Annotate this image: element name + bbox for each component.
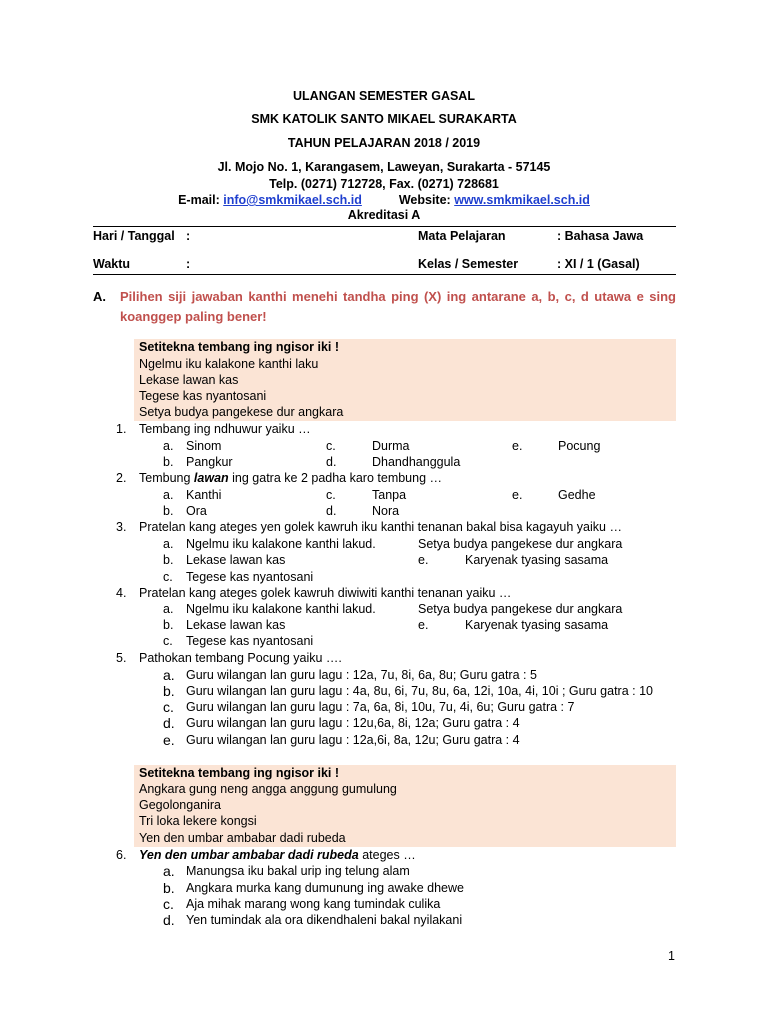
page-number: 1: [668, 949, 675, 963]
option-text[interactable]: Karyenak tyasing sasama: [465, 618, 609, 632]
poem-box-2-title: Setitekna tembang ing ngisor iki !: [139, 766, 340, 780]
question-text: [139, 471, 442, 485]
school-name: SMK KATOLIK SANTO MIKAEL SURAKARTA: [251, 112, 517, 126]
school-address: Jl. Mojo No. 1, Karangasem, Laweyan, Surakarta - 57145: [217, 160, 551, 174]
option-text[interactable]: Ngelmu iku kalakone kanthi lakud.: [186, 537, 376, 551]
option-text[interactable]: Guru wilangan lan guru lagu : 12a, 7u, 8i, 6a, 8u; Guru gatra : 5: [186, 668, 537, 682]
subject-label: Mata Pelajaran: [418, 229, 506, 243]
option-text[interactable]: Pocung: [558, 439, 601, 453]
option-text[interactable]: Guru wilangan lan guru lagu : 12a,6i, 8a, 12u; Guru gatra : 4: [186, 733, 520, 747]
question-text: Pratelan kang ateges yen golek kawruh iku kanthi tenanan bakal bisa kagayuh yaiku …: [139, 520, 622, 534]
email-link[interactable]: info@smkmikael.sch.id: [223, 193, 362, 207]
question-number: 5.: [116, 651, 127, 665]
poem-line: Tri loka lekere kongsi: [139, 814, 257, 828]
question-keyword: Yen den umbar ambabar dadi rubeda: [139, 848, 359, 862]
option-text[interactable]: Tanpa: [372, 488, 407, 502]
option-text[interactable]: Guru wilangan lan guru lagu : 7a, 6a, 8i, 10u, 7u, 4i, 6u; Guru gatra : 7: [186, 700, 575, 714]
option-text[interactable]: Ngelmu iku kalakone kanthi lakud.: [186, 602, 376, 616]
option-text[interactable]: Gedhe: [558, 488, 596, 502]
option-letter: b.: [163, 504, 174, 518]
option-text[interactable]: Tegese kas nyantosani: [186, 570, 314, 584]
option-letter: d.: [326, 504, 337, 518]
option-letter: a.: [163, 439, 174, 453]
option-text[interactable]: Dhandhanggula: [372, 455, 461, 469]
option-text[interactable]: Angkara murka kang dumunung ing awake dhewe: [186, 881, 464, 895]
option-text[interactable]: Yen tumindak ala ora dikendhaleni bakal nyilakani: [186, 913, 463, 927]
option-text[interactable]: Lekase lawan kas: [186, 553, 286, 567]
question-text-post: ateges …: [362, 848, 416, 862]
option-letter: d.: [163, 912, 175, 928]
question-number: 6.: [116, 848, 127, 862]
option-letter: a.: [163, 602, 174, 616]
date-colon: :: [186, 229, 191, 243]
question-text: Pathokan tembang Pocung yaiku ….: [139, 651, 342, 665]
question-text: Pratelan kang ateges golek kawruh diwiwiti kanthi tenanan yaiku …: [139, 586, 512, 600]
option-letter: e.: [418, 618, 429, 632]
option-text[interactable]: Nora: [372, 504, 400, 518]
contact-line: [0, 193, 768, 207]
option-letter: d.: [163, 715, 175, 731]
option-text[interactable]: Guru wilangan lan guru lagu : 4a, 8u, 6i, 7u, 8u, 6a, 12i, 10a, 4i, 10i ; Guru gatra : 10: [186, 684, 653, 698]
option-text[interactable]: Sinom: [186, 439, 222, 453]
question-text-post: ing gatra ke 2 padha karo tembung …: [232, 471, 443, 485]
question-number: 1.: [116, 422, 127, 436]
poem-box-1-title: Setitekna tembang ing ngisor iki !: [139, 340, 340, 354]
option-text[interactable]: Setya budya pangekese dur angkara: [418, 537, 623, 551]
option-text[interactable]: Manungsa iku bakal urip ing telung alam: [186, 864, 410, 878]
option-letter: a.: [163, 537, 174, 551]
option-text[interactable]: Ora: [186, 504, 207, 518]
option-letter: b.: [163, 455, 174, 469]
section-letter: A.: [93, 289, 106, 304]
exam-title: ULANGAN SEMESTER GASAL: [293, 89, 475, 103]
option-letter: c.: [326, 488, 336, 502]
option-letter: e.: [512, 488, 523, 502]
option-letter: c.: [326, 439, 336, 453]
accreditation: Akreditasi A: [347, 208, 421, 222]
poem-line: Ngelmu iku kalakone kanthi laku: [139, 357, 319, 371]
question-number: 2.: [116, 471, 127, 485]
poem-line: Lekase lawan kas: [139, 373, 239, 387]
option-letter: b.: [163, 618, 174, 632]
option-letter: b.: [163, 880, 175, 896]
question-text-pre: Tembung: [139, 471, 191, 485]
time-colon: :: [186, 257, 191, 271]
option-letter: b.: [163, 683, 175, 699]
time-label: Waktu: [93, 257, 131, 271]
divider-bottom: [93, 274, 676, 275]
website-link[interactable]: www.smkmikael.sch.id: [454, 193, 590, 207]
option-letter: b.: [163, 553, 174, 567]
poem-line: Yen den umbar ambabar dadi rubeda: [139, 831, 346, 845]
question-number: 3.: [116, 520, 127, 534]
option-letter: a.: [163, 863, 175, 879]
option-letter: c.: [163, 570, 173, 584]
school-phone: Telp. (0271) 712728, Fax. (0271) 728681: [269, 177, 499, 191]
option-text[interactable]: Lekase lawan kas: [186, 618, 286, 632]
option-text[interactable]: Guru wilangan lan guru lagu : 12u,6a, 8i, 12a; Guru gatra : 4: [186, 716, 520, 730]
option-letter: c.: [163, 699, 174, 715]
option-text[interactable]: Tegese kas nyantosani: [186, 634, 314, 648]
class-label: Kelas / Semester: [418, 257, 519, 271]
poem-line: Tegese kas nyantosani: [139, 389, 267, 403]
academic-year: TAHUN PELAJARAN 2018 / 2019: [287, 136, 481, 150]
date-label: Hari / Tanggal: [93, 229, 175, 243]
question-keyword: lawan: [193, 471, 229, 485]
website-label: Website:: [398, 193, 451, 207]
divider-top: [93, 226, 676, 227]
poem-line: Angkara gung neng angga anggung gumulung: [139, 782, 397, 796]
poem-line: Gegolonganira: [139, 798, 222, 812]
option-letter: a.: [163, 488, 174, 502]
instruction-line-1: Pilihen siji jawaban kanthi menehi tandha ping (X) ing antarane a, b, c, d utawa e sing: [120, 289, 676, 304]
option-letter: e.: [418, 553, 429, 567]
option-letter: e.: [163, 732, 175, 748]
email-label: E-mail:: [178, 193, 220, 207]
option-text[interactable]: Pangkur: [186, 455, 233, 469]
poem-line: Setya budya pangekese dur angkara: [139, 405, 344, 419]
question-number: 4.: [116, 586, 127, 600]
option-text[interactable]: Kanthi: [186, 488, 222, 502]
option-letter: a.: [163, 667, 175, 683]
option-letter: c.: [163, 896, 174, 912]
option-text[interactable]: Setya budya pangekese dur angkara: [418, 602, 623, 616]
option-letter: e.: [512, 439, 523, 453]
option-text[interactable]: Karyenak tyasing sasama: [465, 553, 609, 567]
option-letter: c.: [163, 634, 173, 648]
class-value: : XI / 1 (Gasal): [557, 257, 640, 271]
option-text[interactable]: Aja mihak marang wong kang tumindak culika: [186, 897, 441, 911]
option-letter: d.: [326, 455, 337, 469]
subject-value: : Bahasa Jawa: [557, 229, 644, 243]
option-text[interactable]: Durma: [372, 439, 410, 453]
question-text: [139, 848, 416, 862]
question-text: Tembang ing ndhuwur yaiku …: [139, 422, 311, 436]
instruction-line-2: koanggep paling bener!: [120, 309, 267, 324]
